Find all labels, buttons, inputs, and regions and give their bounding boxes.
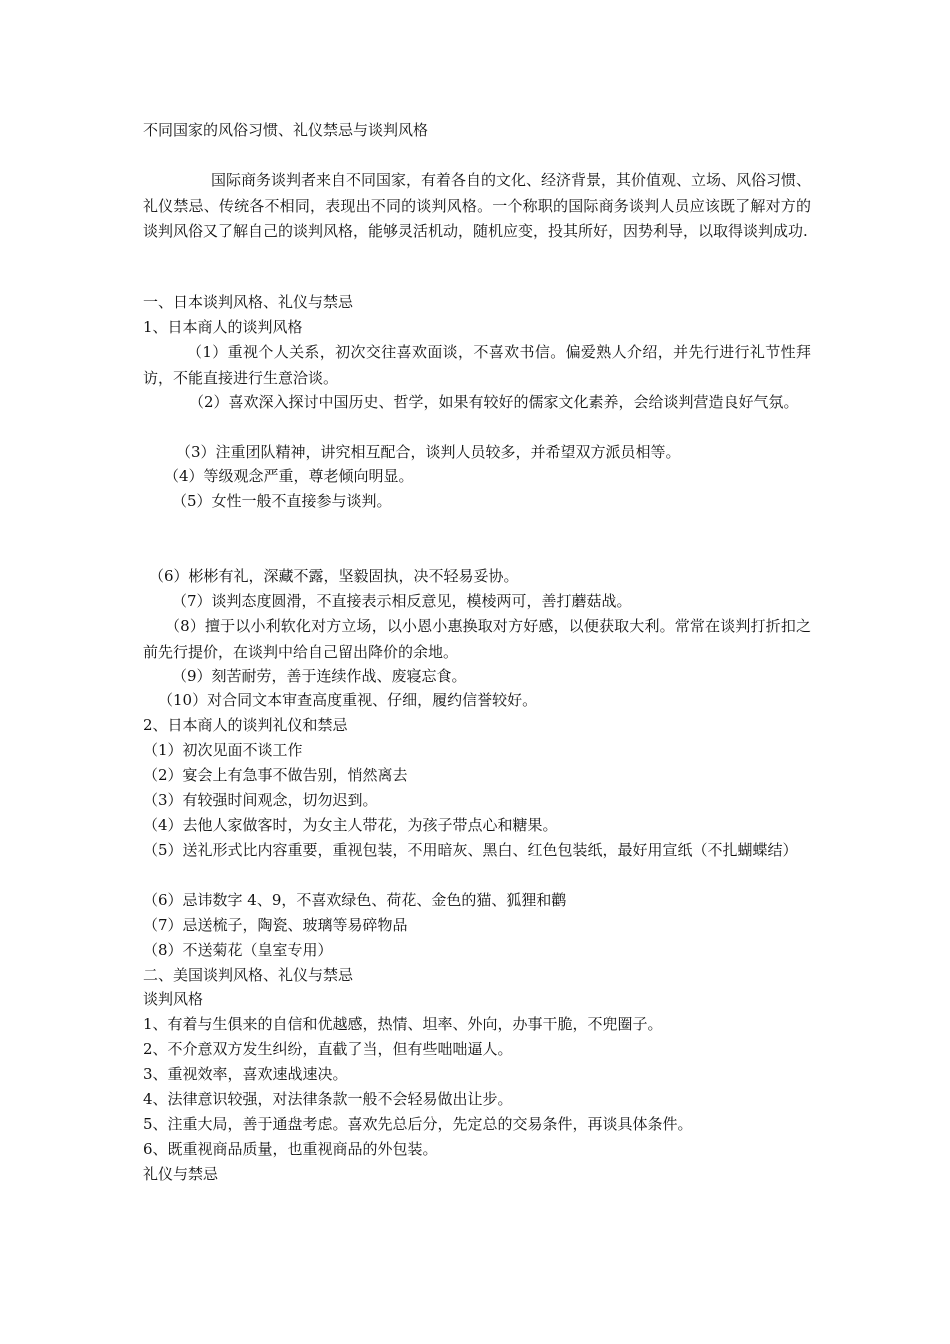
- intro-paragraph: 国际商务谈判者来自不同国家，有着各自的文化、经济背景，其价值观、立场、风俗习惯、礼仪禁忌、传统各不相同，表现出不同的谈判风格。一个称职的国际商务谈判人员应该既了解对方的谈判风俗又了解自己的谈判风格，能够灵活机动，随机应变，投其所好，因势利导，以取得谈判成功.: [143, 171, 812, 240]
- japan-style-item-9: （9）刻苦耐劳，善于连续作战、废寝忘食。: [172, 667, 467, 685]
- japan-etiquette-item-6: （6）忌讳数字 4、9，不喜欢绿色、荷花、金色的猫、狐狸和鹳: [143, 891, 567, 909]
- japan-style-item-1: （1）重视个人关系，初次交往喜欢面谈，不喜欢书信。偏爱熟人介绍，并先行进行礼节性拜访，不能直接进行生意洽谈。: [143, 343, 811, 387]
- japan-style-item-6: （6）彬彬有礼，深藏不露，坚毅固执，决不轻易妥协。: [149, 567, 519, 585]
- japan-etiquette-item-3: （3）有较强时间观念，切勿迟到。: [143, 791, 378, 809]
- usa-style-item-1: 1、有着与生俱来的自信和优越感，热情、坦率、外向，办事干脆，不兜圈子。: [143, 1015, 663, 1033]
- japan-style-item-8: （8）擅于以小利软化对方立场，以小恩小惠换取对方好感，以便获取大利。常常在谈判打折扣之前先行提价，在谈判中给自己留出降价的余地。: [143, 617, 811, 661]
- japan-style-item-7: （7）谈判态度圆滑，不直接表示相反意见，模棱两可，善打蘑菇战。: [172, 592, 632, 610]
- japan-style-item-3: （3）注重团队精神，讲究相互配合，谈判人员较多，并希望双方派员相等。: [176, 443, 681, 461]
- usa-style-item-3: 3、重视效率，喜欢速战速决。: [143, 1065, 348, 1083]
- usa-style-item-2: 2、不介意双方发生纠纷，直截了当，但有些咄咄逼人。: [143, 1040, 513, 1058]
- japan-style-item-2: （2）喜欢深入探讨中国历史、哲学，如果有较好的儒家文化素养，会给谈判营造良好气氛。: [189, 393, 799, 411]
- usa-style-item-6: 6、既重视商品质量，也重视商品的外包装。: [143, 1140, 438, 1158]
- section-heading-usa: 二、美国谈判风格、礼仪与禁忌: [143, 966, 354, 984]
- japan-etiquette-item-2: （2）宴会上有急事不做告别，悄然离去: [143, 766, 408, 784]
- usa-style-item-4: 4、法律意识较强，对法律条款一般不会轻易做出让步。: [143, 1090, 513, 1108]
- document-title: 不同国家的风俗习惯、礼仪禁忌与谈判风格: [143, 121, 429, 139]
- japan-etiquette-item-1: （1）初次见面不谈工作: [143, 741, 303, 759]
- subheading-usa-etiquette: 礼仪与禁忌: [143, 1165, 219, 1183]
- japan-style-item-5: （5）女性一般不直接参与谈判。: [172, 492, 392, 510]
- japan-etiquette-item-5: （5）送礼形式比内容重要，重视包装，不用暗灰、黑白、红色包装纸，最好用宣纸（不扎蝴蝶结）: [143, 841, 798, 859]
- usa-style-item-5: 5、注重大局，善于通盘考虑。喜欢先总后分，先定总的交易条件，再谈具体条件。: [143, 1115, 693, 1133]
- subheading-usa-style: 谈判风格: [143, 990, 204, 1008]
- subheading-japan-etiquette: 2、日本商人的谈判礼仪和禁忌: [143, 716, 348, 734]
- japan-etiquette-item-4: （4）去他人家做客时，为女主人带花，为孩子带点心和糖果。: [143, 816, 558, 834]
- japan-etiquette-item-7: （7）忌送梳子，陶瓷、玻璃等易碎物品: [143, 916, 408, 934]
- japan-style-item-10: （10）对合同文本审查高度重视、仔细，履约信誉较好。: [158, 691, 538, 709]
- section-heading-japan: 一、日本谈判风格、礼仪与禁忌: [143, 293, 354, 311]
- japan-style-item-4: （4）等级观念严重，尊老倾向明显。: [164, 467, 414, 485]
- japan-etiquette-item-8: （8）不送菊花（皇室专用）: [143, 941, 333, 959]
- subheading-japan-style: 1、日本商人的谈判风格: [143, 318, 303, 336]
